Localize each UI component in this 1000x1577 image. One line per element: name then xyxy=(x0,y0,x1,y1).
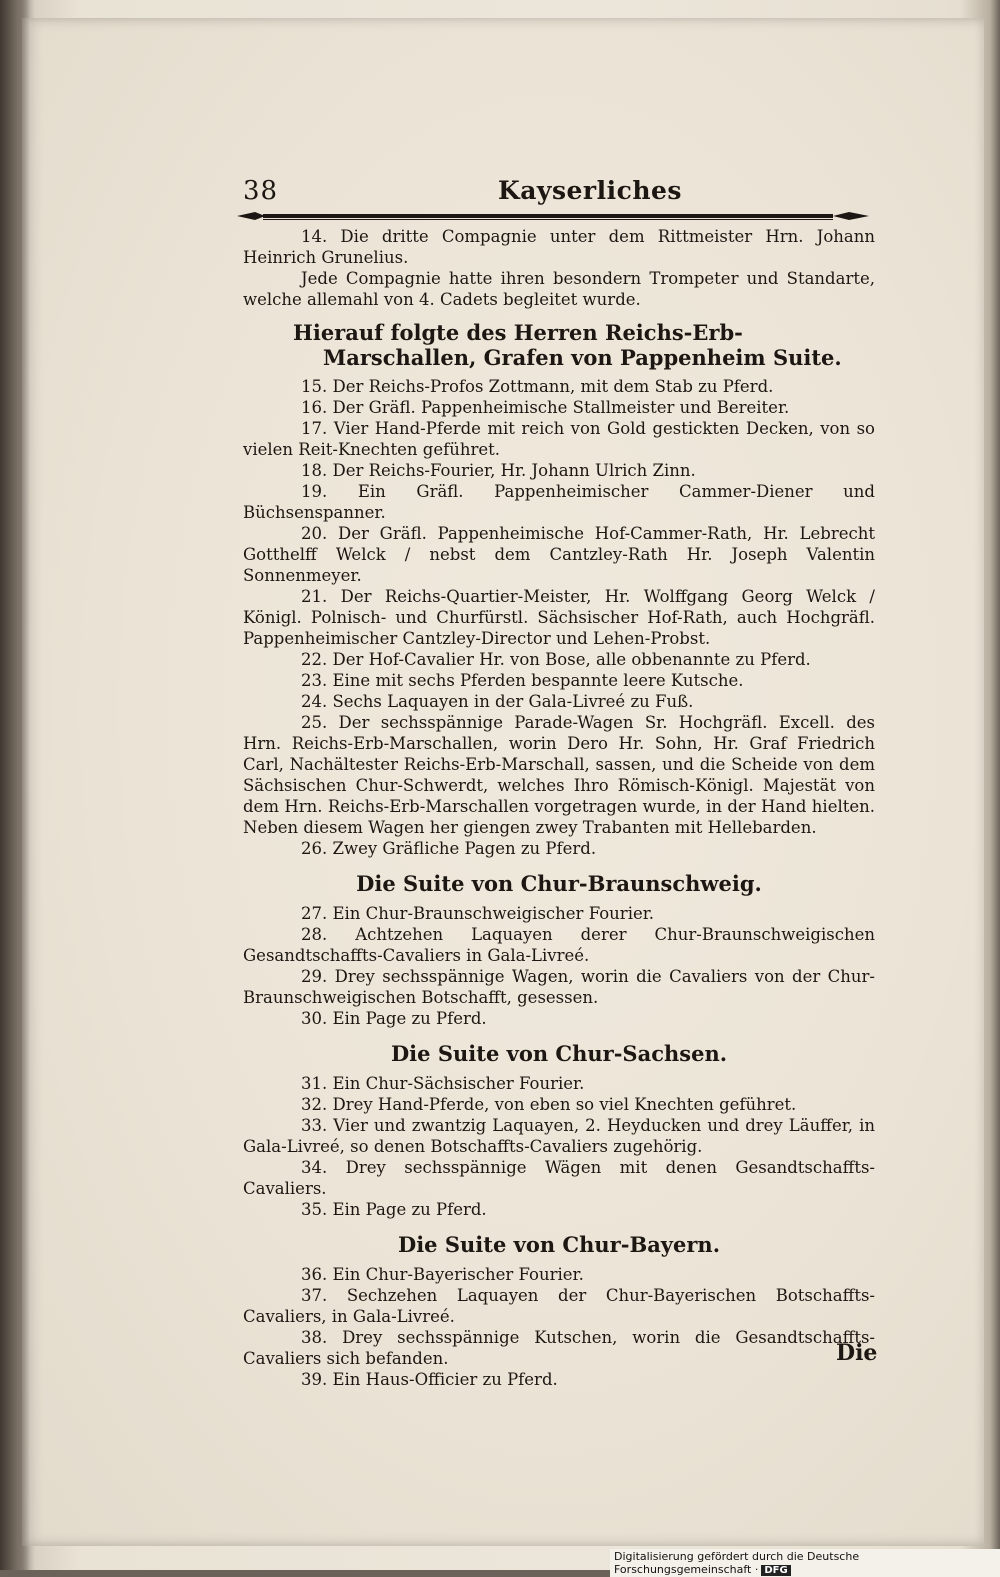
entry-14: 14. Die dritte Compagnie unter dem Rittmeister Hrn. Johann Heinrich Grunelius. xyxy=(243,227,875,267)
page-body xyxy=(243,226,878,1390)
entry-28: 28. Achtzehen Laquayen derer Chur-Braunschweigischen Gesandtschaffts-Cavaliers in Gala-Livreé. xyxy=(243,925,875,965)
ornamental-rule xyxy=(235,210,871,222)
catchword: Die xyxy=(836,1340,878,1366)
entry-33: 33. Vier und zwantzig Laquayen, 2. Heyducken und drey Läuffer, in Gala-Livreé, so denen Botschaffts-Cavaliers zugehörig. xyxy=(243,1116,875,1156)
entry-23: 23. Eine mit sechs Pferden bespannte leere Kutsche. xyxy=(301,671,744,690)
running-title: Kayserliches xyxy=(498,176,682,205)
entry-21: 21. Der Reichs-Quartier-Meister, Hr. Wolffgang Georg Welck / Königl. Polnisch- und Churfürstl. Sächsischer Hof-Rath, auch Hochgräfl. Pappenheimischer Cantzley-Director und Lehen-Probst. xyxy=(243,587,875,648)
entry-note: Jede Compagnie hatte ihren besondern Trompeter und Standarte, welche allemahl von 4. Cadets begleitet wurde. xyxy=(243,269,875,309)
entry-37: 37. Sechzehen Laquayen der Chur-Bayerischen Botschaffts-Cavaliers, in Gala-Livreé. xyxy=(243,1286,875,1326)
section-heading-sachsen: Die Suite von Chur-Sachsen. xyxy=(390,1041,728,1066)
entry-15: 15. Der Reichs-Profos Zottmann, mit dem Stab zu Pferd. xyxy=(301,377,774,396)
binding-shadow xyxy=(0,0,30,1570)
entry-36: 36. Ein Chur-Bayerischer Fourier. xyxy=(301,1265,584,1284)
entry-24: 24. Sechs Laquayen in der Gala-Livreé zu Fuß. xyxy=(301,692,694,711)
entry-25: 25. Der sechsspännige Parade-Wagen Sr. Hochgräfl. Excell. des Hrn. Reichs-Erb-Marschallen, worin Dero Hr. Sohn, Hr. Graf Friedrich Carl, Nachältester Reichs-Erb-Marschall, sassen, und die Scheide von dem Sächsischen Chur-Schwerdt, welches Ihro Römisch-Königl. Majestät von dem Hrn. Reichs-Erb-Marschallen vorgetragen wurde, in der Hand hielten. Neben diesem Wagen her giengen zwey Trabanten mit Hellebarden. xyxy=(243,713,875,837)
entry-31: 31. Ein Chur-Sächsischer Fourier. xyxy=(301,1074,585,1093)
section-heading-bayern: Die Suite von Chur-Bayern. xyxy=(397,1232,721,1257)
entry-29: 29. Drey sechsspännige Wagen, worin die Cavaliers von der Chur-Braunschweigischen Botschafft, gesessen. xyxy=(243,967,875,1007)
dfg-logo: DFG xyxy=(761,1565,790,1576)
section-heading-braunschweig: Die Suite von Chur-Braunschweig. xyxy=(356,871,762,896)
entry-20: 20. Der Gräfl. Pappenheimische Hof-Cammer-Rath, Hr. Lebrecht Gotthelff Welck / nebst dem Cantzley-Rath Hr. Joseph Valentin Sonnenmeyer. xyxy=(243,524,875,585)
entry-26: 26. Zwey Gräfliche Pagen zu Pferd. xyxy=(301,839,597,858)
entry-35: 35. Ein Page zu Pferd. xyxy=(301,1200,487,1219)
section-heading-pappenheim: Hierauf folgte des Herren Reichs-Erb-Marschallen, Grafen von Pappenheim Suite. xyxy=(293,320,842,370)
entry-30: 30. Ein Page zu Pferd. xyxy=(301,1009,487,1028)
entry-22: 22. Der Hof-Cavalier Hr. von Bose, alle obbenannte zu Pferd. xyxy=(301,650,811,669)
entry-18: 18. Der Reichs-Fourier, Hr. Johann Ulrich Zinn. xyxy=(301,461,696,480)
entry-39: 39. Ein Haus-Officier zu Pferd. xyxy=(301,1370,558,1389)
entry-19: 19. Ein Gräfl. Pappenheimischer Cammer-Diener und Büchsenspanner. xyxy=(243,482,875,522)
page-content xyxy=(243,172,875,1389)
entry-16: 16. Der Gräfl. Pappenheimische Stallmeister und Bereiter. xyxy=(301,398,790,417)
footer-text: Digitalisierung gefördert durch die Deutsche Forschungsgemeinschaft · xyxy=(614,1550,860,1576)
entry-32: 32. Drey Hand-Pferde, von eben so viel Knechten geführet. xyxy=(301,1095,797,1114)
entry-34: 34. Drey sechsspännige Wägen mit denen Gesandtschaffts-Cavaliers. xyxy=(243,1158,875,1198)
page-header xyxy=(243,172,875,212)
digitization-footer xyxy=(610,1549,1000,1577)
entry-27: 27. Ein Chur-Braunschweigischer Fourier. xyxy=(301,904,655,923)
page-number: 38 xyxy=(243,176,279,206)
entry-17: 17. Vier Hand-Pferde mit reich von Gold gestickten Decken, von so vielen Reit-Knechten geführet. xyxy=(243,419,875,459)
entry-38: 38. Drey sechsspännige Kutschen, worin die Gesandtschaffts-Cavaliers sich befanden. xyxy=(243,1328,875,1368)
